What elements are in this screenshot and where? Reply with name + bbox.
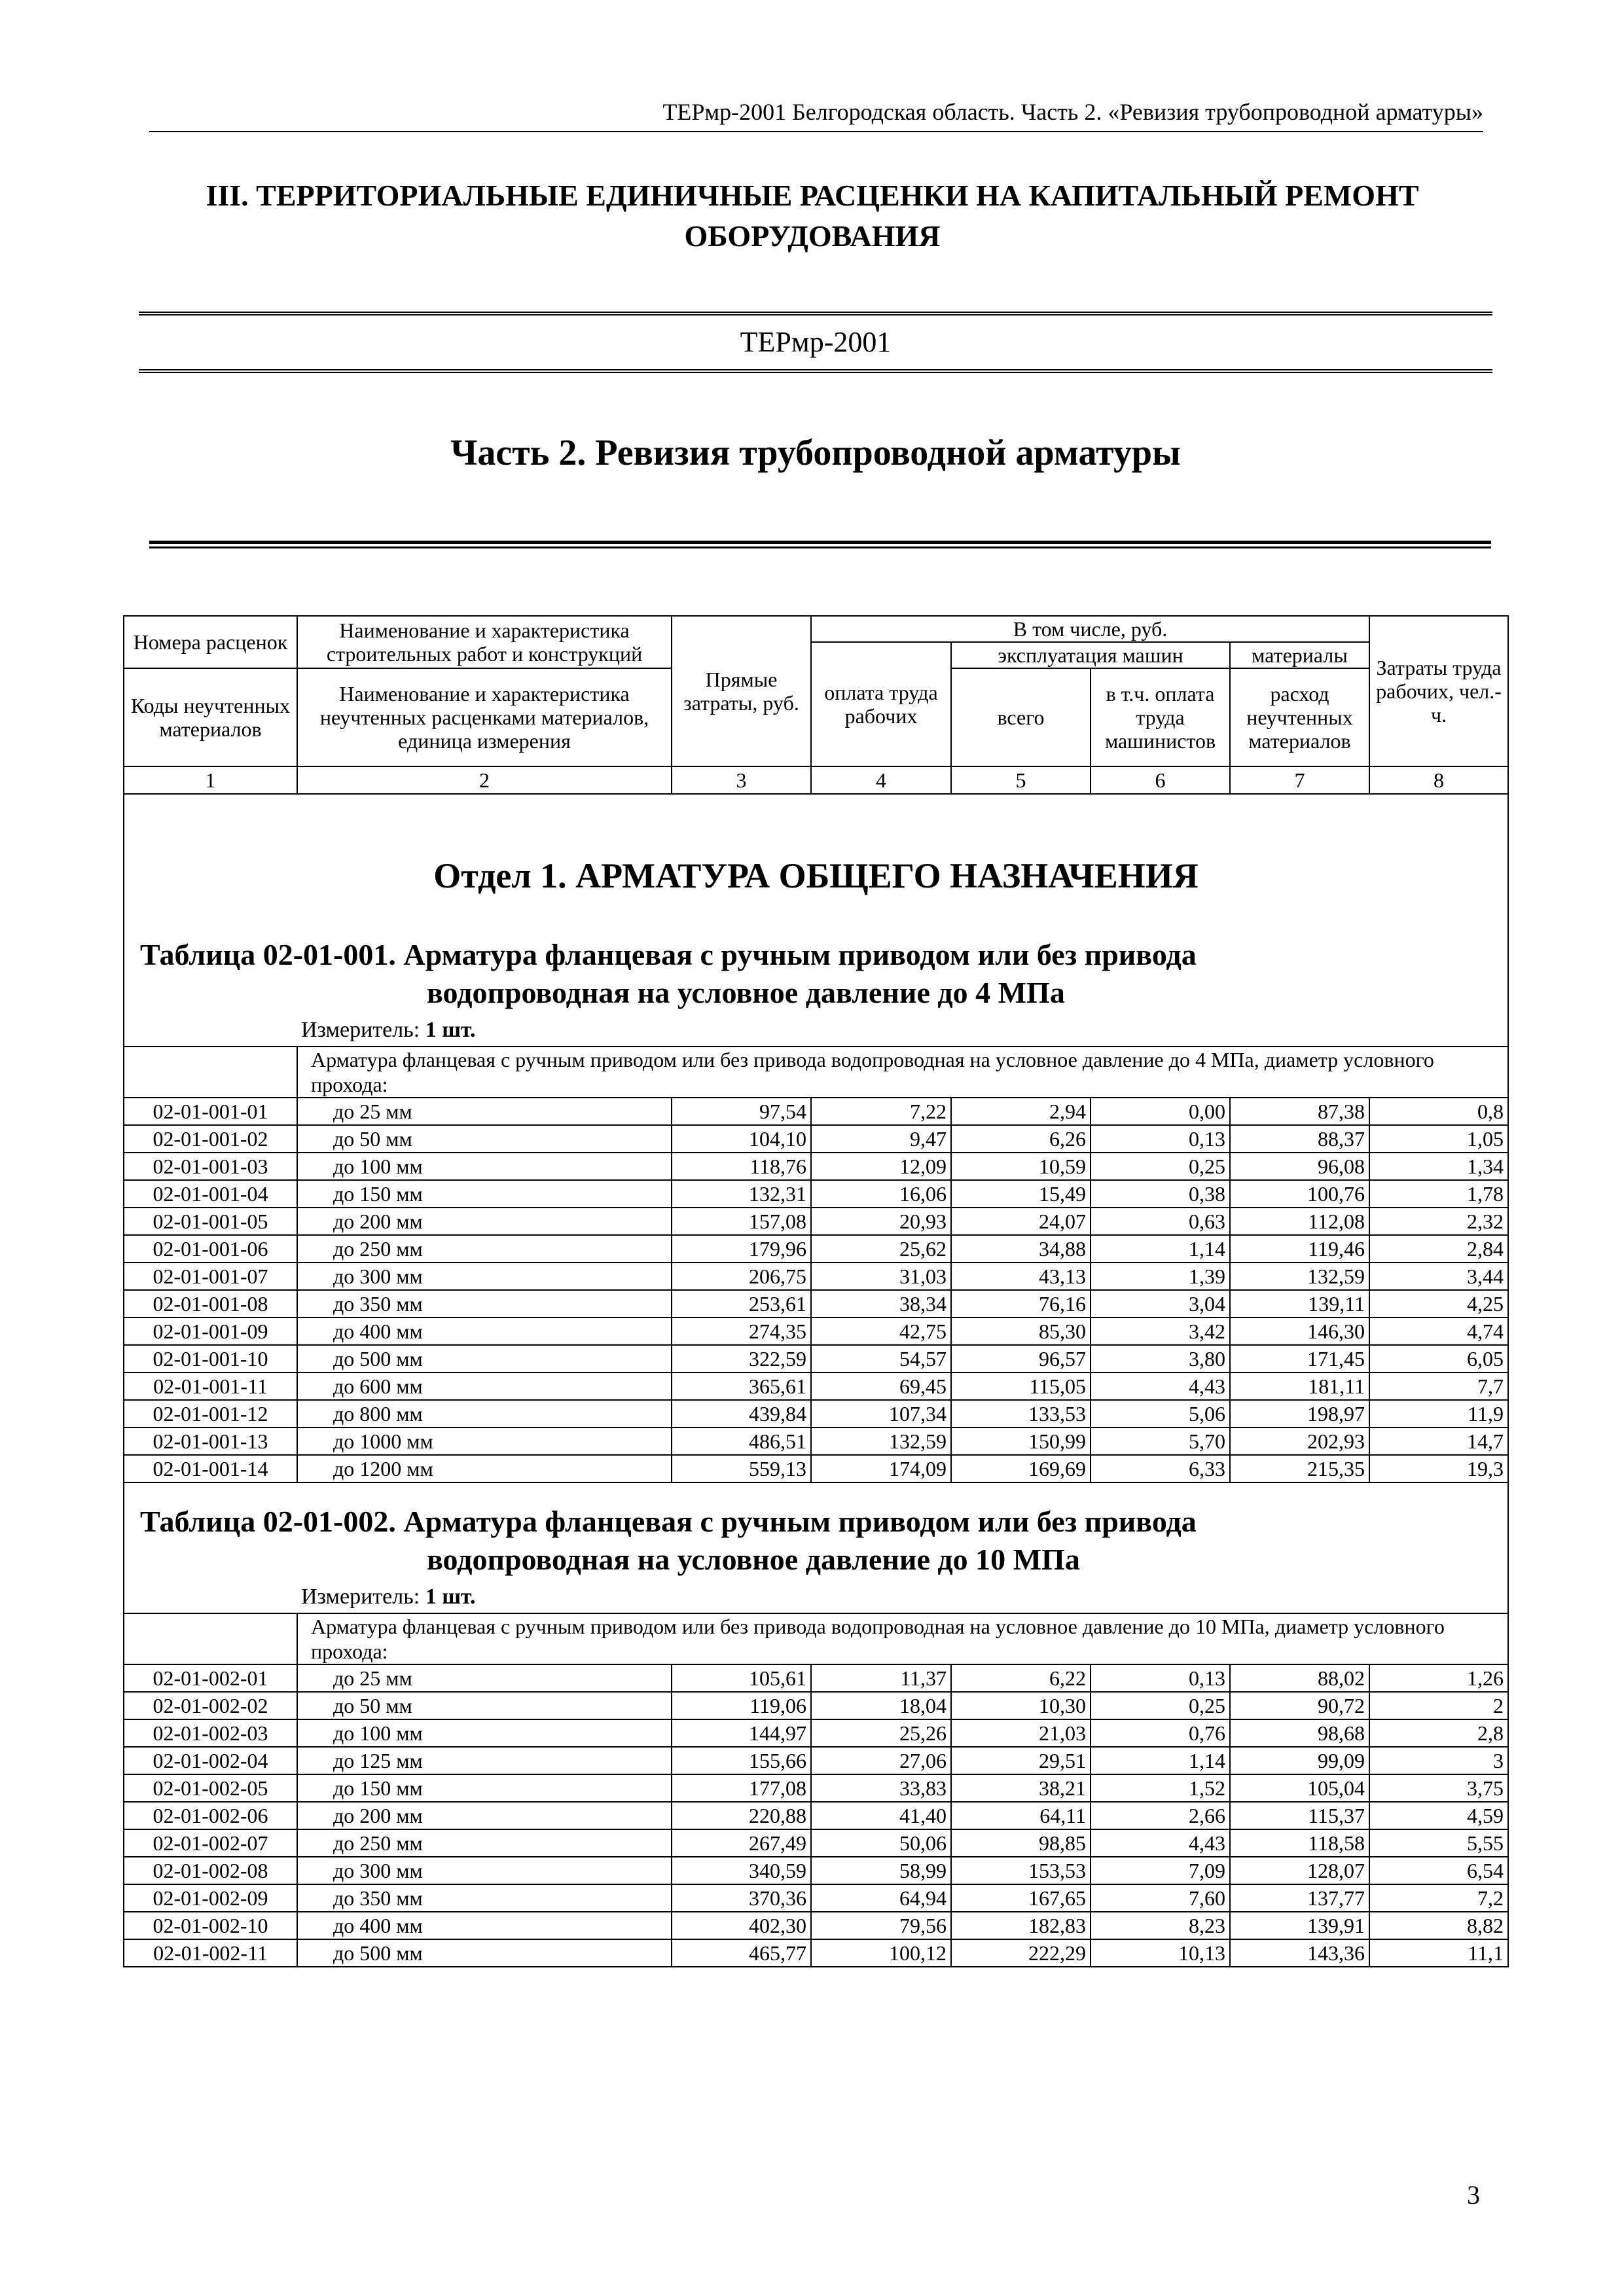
rate-row [124,1400,1508,1427]
machine-total: 115,05 [951,1372,1091,1400]
rate-description: до 150 мм [297,1180,672,1208]
direct-cost: 155,66 [672,1747,811,1774]
rate-code: 02-01-001-03 [124,1153,297,1180]
machine-total: 21,03 [951,1719,1091,1747]
column-index: 3 [672,766,811,794]
rate-code: 02-01-001-11 [124,1372,297,1400]
materials-cost: 143,36 [1230,1939,1369,1967]
labor-hours: 7,2 [1369,1884,1508,1912]
part-heading: III. ТЕРРИТОРИАЛЬНЫЕ ЕДИНИЧНЫЕ РАСЦЕНКИ НА КАПИТАЛЬНЫЙ РЕМОНТ ОБОРУДОВАНИЯ [206,179,1419,253]
rate-description: до 1000 мм [297,1427,672,1455]
worker-wages: 33,83 [811,1774,951,1802]
rate-row [124,1664,1508,1692]
rate-code: 02-01-001-05 [124,1208,297,1235]
unit-value: 1 шт. [425,1018,476,1042]
rate-code: 02-01-001-14 [124,1455,297,1482]
rate-code: 02-01-001-04 [124,1180,297,1208]
part-title: Часть 2. Ревизия трубопроводной арматуры [450,433,1181,473]
materials-cost: 88,02 [1230,1664,1369,1692]
column-index: 5 [951,766,1091,794]
rate-code: 02-01-001-02 [124,1125,297,1153]
machine-total: 167,65 [951,1884,1091,1912]
group-description: Арматура фланцевая с ручным приводом или без привода водопроводная на условное давление до 10 МПа, диаметр условного прохода: [297,1613,1508,1664]
rate-description: до 125 мм [297,1747,672,1774]
rate-row [124,1939,1508,1967]
direct-cost: 220,88 [672,1802,811,1829]
rate-row [124,1290,1508,1318]
document-code: ТЕРмр-2001 [139,312,1492,373]
unit-line [124,1579,1507,1613]
labor-hours: 11,9 [1369,1400,1508,1427]
direct-cost: 104,10 [672,1125,811,1153]
col8-header: Затраты труда рабочих, чел.-ч. [1369,616,1508,766]
col5-header: всего [951,668,1091,766]
direct-cost: 253,61 [672,1290,811,1318]
rate-code: 02-01-002-09 [124,1884,297,1912]
machinist-wages: 1,14 [1091,1747,1230,1774]
worker-wages: 41,40 [811,1802,951,1829]
table-title-line2: водопроводная на условное давление до 4 МПа [427,976,1065,1009]
materials-cost: 139,91 [1230,1912,1369,1939]
worker-wages: 58,99 [811,1857,951,1884]
worker-wages: 69,45 [811,1372,951,1400]
rate-row [124,1802,1508,1829]
rate-code: 02-01-002-07 [124,1829,297,1857]
rate-row [124,1747,1508,1774]
table-title [124,936,1507,1012]
rate-row [124,1235,1508,1263]
materials-cost: 98,68 [1230,1719,1369,1747]
machine-total: 182,83 [951,1912,1091,1939]
machine-total: 96,57 [951,1345,1091,1372]
machinist-wages: 6,33 [1091,1455,1230,1482]
materials-cost: 99,09 [1230,1747,1369,1774]
direct-cost: 274,35 [672,1318,811,1345]
rate-description: до 100 мм [297,1719,672,1747]
materials-cost: 215,35 [1230,1455,1369,1482]
labor-hours: 2,8 [1369,1719,1508,1747]
materials-cost: 139,11 [1230,1290,1369,1318]
materials-cost: 112,08 [1230,1208,1369,1235]
machine-total: 222,29 [951,1939,1091,1967]
machinist-wages: 5,70 [1091,1427,1230,1455]
machine-total: 133,53 [951,1400,1091,1427]
table-title [124,1483,1507,1579]
rate-description: до 600 мм [297,1372,672,1400]
rate-row [124,1884,1508,1912]
machinist-wages: 2,66 [1091,1802,1230,1829]
labor-hours: 1,05 [1369,1125,1508,1153]
rate-description: до 200 мм [297,1208,672,1235]
machine-total: 6,26 [951,1125,1091,1153]
labor-hours: 4,59 [1369,1802,1508,1829]
direct-cost: 144,97 [672,1719,811,1747]
rate-description: до 250 мм [297,1235,672,1263]
materials-cost: 181,11 [1230,1372,1369,1400]
rate-code: 02-01-001-10 [124,1345,297,1372]
machine-total: 10,30 [951,1692,1091,1719]
rate-description: до 1200 мм [297,1455,672,1482]
direct-cost: 365,61 [672,1372,811,1400]
labor-hours: 1,26 [1369,1664,1508,1692]
materials-cost: 137,77 [1230,1884,1369,1912]
machinist-wages: 0,25 [1091,1153,1230,1180]
materials-cost: 119,46 [1230,1235,1369,1263]
rate-code: 02-01-002-02 [124,1692,297,1719]
col7-header: расход неучтенных материалов [1230,668,1369,766]
machinist-wages: 8,23 [1091,1912,1230,1939]
materials-cost: 90,72 [1230,1692,1369,1719]
rate-description: до 300 мм [297,1263,672,1290]
rate-description: до 350 мм [297,1290,672,1318]
direct-cost: 105,61 [672,1664,811,1692]
materials-cost: 115,37 [1230,1802,1369,1829]
col1-header-top: Номера расценок [124,616,297,668]
rate-row [124,1455,1508,1482]
rate-description: до 50 мм [297,1125,672,1153]
machine-total: 153,53 [951,1857,1091,1884]
machinist-wages: 0,38 [1091,1180,1230,1208]
group-description: Арматура фланцевая с ручным приводом или без привода водопроводная на условное давление до 4 МПа, диаметр условного прохода: [297,1047,1508,1098]
col6-header: в т.ч. оплата труда машинистов [1091,668,1230,766]
rate-code: 02-01-002-10 [124,1912,297,1939]
machinist-wages: 1,39 [1091,1263,1230,1290]
column-index-row [124,766,1508,794]
rate-description: до 500 мм [297,1345,672,1372]
machine-total: 76,16 [951,1290,1091,1318]
table-title-line1: Таблица 02-01-001. Арматура фланцевая с ручным приводом или без привода [140,938,1197,971]
rate-description: до 400 мм [297,1912,672,1939]
labor-hours: 1,34 [1369,1153,1508,1180]
machine-total: 10,59 [951,1153,1091,1180]
col4-header: оплата труда рабочих [811,642,951,766]
machinist-wages: 1,14 [1091,1235,1230,1263]
worker-wages: 38,34 [811,1290,951,1318]
labor-hours: 0,8 [1369,1098,1508,1125]
rate-description: до 150 мм [297,1774,672,1802]
rate-description: до 100 мм [297,1153,672,1180]
rate-code: 02-01-001-01 [124,1098,297,1125]
direct-cost: 439,84 [672,1400,811,1427]
worker-wages: 107,34 [811,1400,951,1427]
col1-header-bottom: Коды неучтенных материалов [124,668,297,766]
direct-cost: 322,59 [672,1345,811,1372]
worker-wages: 9,47 [811,1125,951,1153]
rate-code: 02-01-002-11 [124,1939,297,1967]
worker-wages: 42,75 [811,1318,951,1345]
rate-description: до 250 мм [297,1829,672,1857]
rate-row [124,1857,1508,1884]
rate-description: до 200 мм [297,1802,672,1829]
rate-row [124,1427,1508,1455]
rate-description: до 500 мм [297,1939,672,1967]
worker-wages: 54,57 [811,1345,951,1372]
labor-hours: 2 [1369,1692,1508,1719]
worker-wages: 174,09 [811,1455,951,1482]
rate-code: 02-01-001-09 [124,1318,297,1345]
materials-cost: 128,07 [1230,1857,1369,1884]
rate-description: до 50 мм [297,1692,672,1719]
unit-label: Измеритель: [301,1585,420,1609]
machinist-wages: 3,42 [1091,1318,1230,1345]
rate-code: 02-01-001-13 [124,1427,297,1455]
worker-wages: 79,56 [811,1912,951,1939]
machine-total: 24,07 [951,1208,1091,1235]
materials-cost: 118,58 [1230,1829,1369,1857]
machinist-wages: 1,52 [1091,1774,1230,1802]
direct-cost: 267,49 [672,1829,811,1857]
labor-hours: 1,78 [1369,1180,1508,1208]
rates-table [123,615,1509,1967]
labor-hours: 19,3 [1369,1455,1508,1482]
rate-description: до 300 мм [297,1857,672,1884]
materials-cost: 100,76 [1230,1180,1369,1208]
rate-code: 02-01-001-12 [124,1400,297,1427]
worker-wages: 25,26 [811,1719,951,1747]
rate-description: до 400 мм [297,1318,672,1345]
machine-total: 64,11 [951,1802,1091,1829]
group-row [124,1613,1508,1664]
machine-total: 2,94 [951,1098,1091,1125]
labor-hours: 3 [1369,1747,1508,1774]
direct-cost: 370,36 [672,1884,811,1912]
machinist-wages: 5,06 [1091,1400,1230,1427]
rate-code: 02-01-002-04 [124,1747,297,1774]
labor-hours: 3,75 [1369,1774,1508,1802]
rate-description: до 800 мм [297,1400,672,1427]
rate-row [124,1318,1508,1345]
machine-total: 15,49 [951,1180,1091,1208]
labor-hours: 6,05 [1369,1345,1508,1372]
column-index: 4 [811,766,951,794]
direct-cost: 340,59 [672,1857,811,1884]
column-index: 6 [1091,766,1230,794]
rate-code: 02-01-002-03 [124,1719,297,1747]
column-index: 2 [297,766,672,794]
rate-row [124,1098,1508,1125]
machinist-wages: 0,00 [1091,1098,1230,1125]
worker-wages: 7,22 [811,1098,951,1125]
labor-hours: 14,7 [1369,1427,1508,1455]
machinist-wages: 7,60 [1091,1884,1230,1912]
rate-row [124,1153,1508,1180]
machinist-wages: 3,80 [1091,1345,1230,1372]
including-header: В том числе, руб. [811,616,1369,642]
rate-row [124,1719,1508,1747]
unit-value: 1 шт. [425,1585,476,1609]
worker-wages: 64,94 [811,1884,951,1912]
materials-cost: 146,30 [1230,1318,1369,1345]
materials-cost: 96,08 [1230,1153,1369,1180]
machine-total: 29,51 [951,1747,1091,1774]
rate-code: 02-01-001-08 [124,1290,297,1318]
rate-row [124,1912,1508,1939]
direct-cost: 486,51 [672,1427,811,1455]
materials-cost: 171,45 [1230,1345,1369,1372]
direct-cost: 179,96 [672,1235,811,1263]
col2-header-bottom: Наименование и характеристика неучтенных расценками материалов, единица измерения [297,668,672,766]
rate-description: до 25 мм [297,1098,672,1125]
machinist-wages: 4,43 [1091,1372,1230,1400]
worker-wages: 18,04 [811,1692,951,1719]
machinist-wages: 10,13 [1091,1939,1230,1967]
col3-header: Прямые затраты, руб. [672,616,811,766]
materials-cost: 132,59 [1230,1263,1369,1290]
direct-cost: 465,77 [672,1939,811,1967]
rate-row [124,1180,1508,1208]
unit-label: Измеритель: [301,1018,420,1042]
machine-total: 38,21 [951,1774,1091,1802]
page-number: 3 [1467,2180,1480,2210]
rate-row [124,1692,1508,1719]
rate-row [124,1345,1508,1372]
machinist-wages: 0,13 [1091,1125,1230,1153]
machine-total: 6,22 [951,1664,1091,1692]
worker-wages: 20,93 [811,1208,951,1235]
rate-row [124,1263,1508,1290]
machine-total: 98,85 [951,1829,1091,1857]
column-index: 8 [1369,766,1508,794]
direct-cost: 206,75 [672,1263,811,1290]
labor-hours: 5,55 [1369,1829,1508,1857]
labor-hours: 8,82 [1369,1912,1508,1939]
worker-wages: 27,06 [811,1747,951,1774]
rate-row [124,1125,1508,1153]
machine-total: 34,88 [951,1235,1091,1263]
column-index: 7 [1230,766,1369,794]
direct-cost: 97,54 [672,1098,811,1125]
worker-wages: 16,06 [811,1180,951,1208]
worker-wages: 25,62 [811,1235,951,1263]
column-index: 1 [124,766,297,794]
rate-code: 02-01-002-08 [124,1857,297,1884]
machinist-wages: 3,04 [1091,1290,1230,1318]
section-title: Отдел 1. АРМАТУРА ОБЩЕГО НАЗНАЧЕНИЯ [433,856,1199,895]
direct-cost: 118,76 [672,1153,811,1180]
direct-cost: 177,08 [672,1774,811,1802]
direct-cost: 132,31 [672,1180,811,1208]
labor-hours: 2,84 [1369,1235,1508,1263]
materials-cost: 198,97 [1230,1400,1369,1427]
rate-code: 02-01-002-06 [124,1802,297,1829]
labor-hours: 7,7 [1369,1372,1508,1400]
rate-code: 02-01-001-07 [124,1263,297,1290]
materials-cost: 202,93 [1230,1427,1369,1455]
machines-header: эксплуатация машин [951,642,1230,668]
machine-total: 85,30 [951,1318,1091,1345]
worker-wages: 12,09 [811,1153,951,1180]
labor-hours: 3,44 [1369,1263,1508,1290]
rate-description: до 25 мм [297,1664,672,1692]
materials-cost: 105,04 [1230,1774,1369,1802]
rate-description: до 350 мм [297,1884,672,1912]
labor-hours: 4,74 [1369,1318,1508,1345]
direct-cost: 157,08 [672,1208,811,1235]
machinist-wages: 4,43 [1091,1829,1230,1857]
rate-code: 02-01-002-05 [124,1774,297,1802]
labor-hours: 11,1 [1369,1939,1508,1967]
rate-code: 02-01-002-01 [124,1664,297,1692]
direct-cost: 559,13 [672,1455,811,1482]
worker-wages: 31,03 [811,1263,951,1290]
rate-code: 02-01-001-06 [124,1235,297,1263]
machinist-wages: 0,25 [1091,1692,1230,1719]
machine-total: 43,13 [951,1263,1091,1290]
machinist-wages: 0,63 [1091,1208,1230,1235]
worker-wages: 11,37 [811,1664,951,1692]
rate-row [124,1208,1508,1235]
materials-cost: 87,38 [1230,1098,1369,1125]
worker-wages: 132,59 [811,1427,951,1455]
table-title-line1: Таблица 02-01-002. Арматура фланцевая с ручным приводом или без привода [140,1505,1197,1538]
worker-wages: 100,12 [811,1939,951,1967]
rate-row [124,1774,1508,1802]
machinist-wages: 7,09 [1091,1857,1230,1884]
rate-row [124,1829,1508,1857]
group-row [124,1047,1508,1098]
running-header: ТЕРмр-2001 Белгородская область. Часть 2. «Ревизия трубопроводной арматуры» [149,98,1483,132]
title-rule [149,541,1491,548]
machinist-wages: 0,76 [1091,1719,1230,1747]
machine-total: 169,69 [951,1455,1091,1482]
direct-cost: 402,30 [672,1912,811,1939]
worker-wages: 50,06 [811,1829,951,1857]
rate-row [124,1372,1508,1400]
labor-hours: 6,54 [1369,1857,1508,1884]
machine-total: 150,99 [951,1427,1091,1455]
machinist-wages: 0,13 [1091,1664,1230,1692]
direct-cost: 119,06 [672,1692,811,1719]
materials-cost: 88,37 [1230,1125,1369,1153]
materials-header: материалы [1230,642,1369,668]
col2-header-top: Наименование и характеристика строительных работ и конструкций [297,616,672,668]
labor-hours: 4,25 [1369,1290,1508,1318]
table-title-line2: водопроводная на условное давление до 10 МПа [427,1543,1080,1576]
labor-hours: 2,32 [1369,1208,1508,1235]
unit-line [124,1012,1507,1046]
